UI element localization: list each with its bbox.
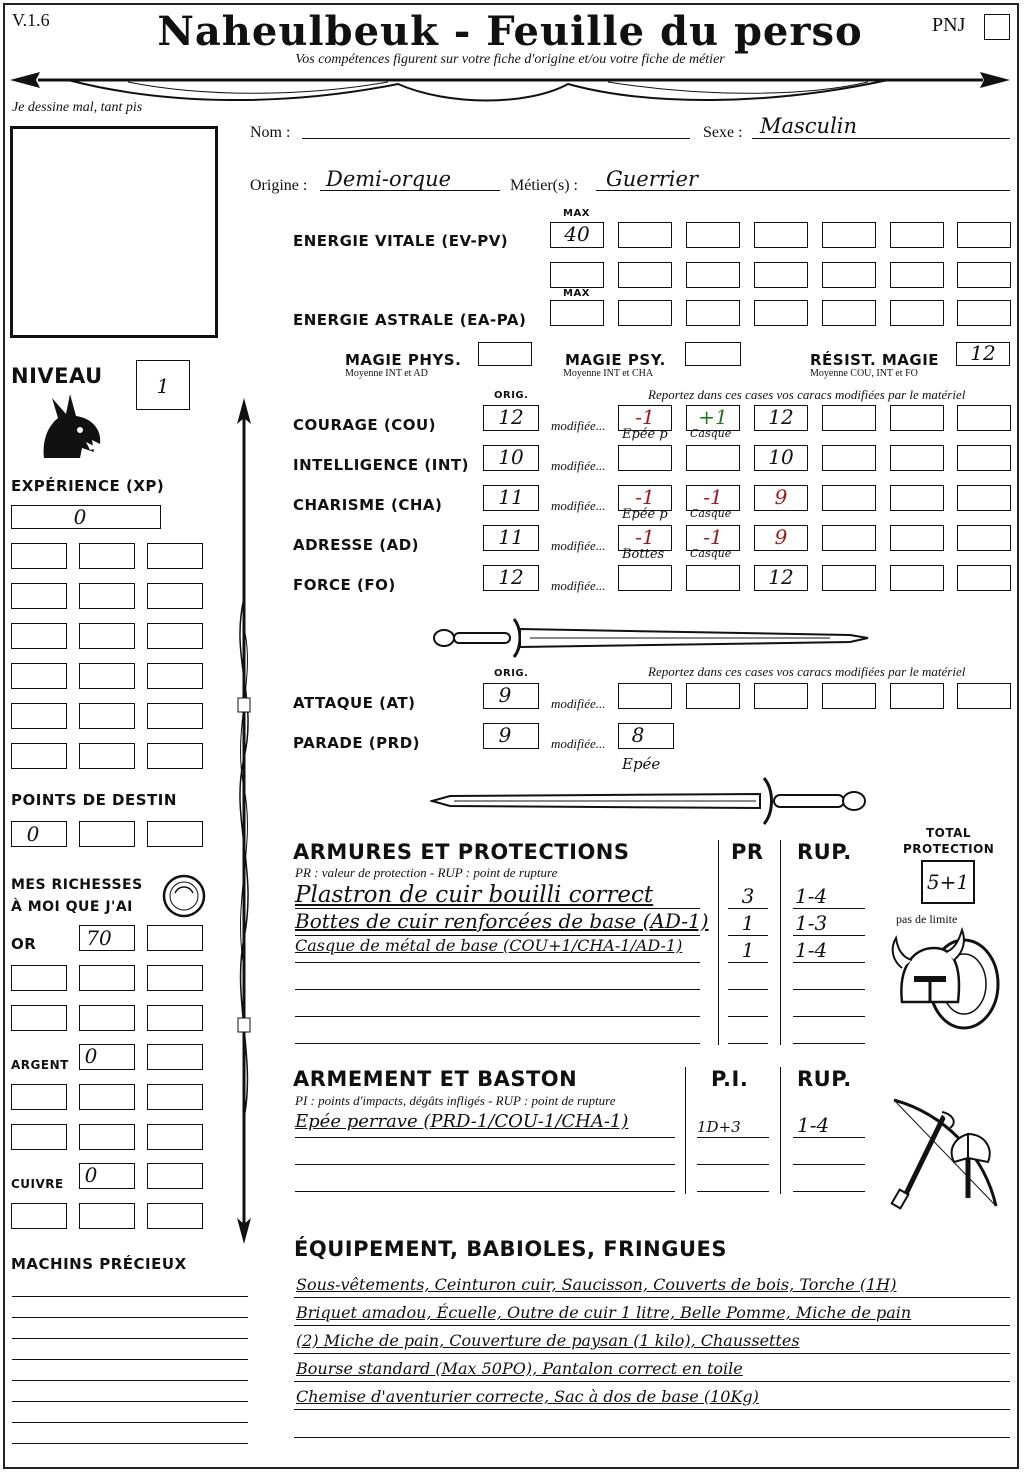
ev-box[interactable]: [754, 222, 808, 248]
argent-box[interactable]: [147, 1044, 203, 1070]
armure-rup-line[interactable]: [793, 1043, 865, 1044]
ea-max-label: MAX: [563, 288, 590, 299]
ev-box[interactable]: [822, 222, 876, 248]
carac-mod-value: +1: [698, 405, 728, 429]
ea-box[interactable]: [754, 300, 808, 326]
cuivre-label: CUIVRE: [11, 1177, 64, 1191]
magie-phys-label: MAGIE PHYS.: [345, 351, 462, 369]
niveau-label: NIVEAU: [11, 364, 103, 388]
coin-icon: [161, 873, 207, 919]
ea-box[interactable]: [618, 300, 672, 326]
carac-modif-label: modifiée...: [551, 458, 606, 473]
ea-box[interactable]: [686, 300, 740, 326]
armement-divider-1: [685, 1067, 686, 1194]
ev-box[interactable]: [957, 222, 1011, 248]
attaque-mod-box[interactable]: [618, 683, 672, 709]
carac-mod-box[interactable]: [618, 565, 672, 591]
xp-box[interactable]: [79, 623, 135, 649]
carac-label: INTELLIGENCE (INT): [293, 456, 469, 474]
machins-line[interactable]: [12, 1401, 248, 1402]
xp-box[interactable]: [79, 583, 135, 609]
carac-mod-box[interactable]: [957, 565, 1011, 591]
carac-mod-note: Epée p: [622, 427, 668, 442]
armure-pr-line[interactable]: [728, 1016, 768, 1017]
ev-box[interactable]: [890, 222, 944, 248]
parade-orig-value: 9: [498, 723, 512, 747]
resist-magie-value: 12: [970, 341, 996, 365]
carac-label: COURAGE (COU): [293, 416, 437, 434]
carac-modif-label: modifiée...: [551, 538, 606, 553]
total-protection-value: 5+1: [926, 870, 970, 894]
cuivre-value: 0: [84, 1163, 98, 1187]
parade-mod-value: 8: [631, 723, 645, 747]
origine-label: Origine :: [250, 177, 308, 194]
spear-icon: [226, 398, 262, 1244]
destin-value: 0: [26, 822, 40, 846]
equipement-item: Chemise d'aventurier correcte, Sac à dos de base (10Kg): [296, 1387, 759, 1406]
armure-pr: 3: [741, 884, 755, 908]
magie-psy-label: MAGIE PSY.: [565, 351, 666, 369]
sexe-field[interactable]: [752, 138, 1010, 139]
argent-value: 0: [84, 1044, 98, 1068]
xp-box[interactable]: [11, 663, 67, 689]
carac-mod-box[interactable]: [890, 445, 944, 471]
xp-box[interactable]: [79, 663, 135, 689]
carac-mod-value: 9: [774, 525, 788, 549]
ea-max-box[interactable]: [550, 300, 604, 326]
armement-divider-2: [780, 1067, 781, 1194]
armement-col-pi: P.I.: [711, 1067, 749, 1091]
arme-pi-line[interactable]: [697, 1164, 769, 1165]
origine-value: Demi-orque: [326, 167, 452, 191]
sexe-label: Sexe :: [703, 124, 743, 141]
xp-box[interactable]: [79, 543, 135, 569]
combat-report-note: Reportez dans ces cases vos caracs modifiées par le matériel: [648, 664, 966, 679]
carac-mod-box[interactable]: [822, 485, 876, 511]
page-title: Naheulbeuk - Feuille du perso: [157, 8, 863, 55]
carac-mod-value: -1: [635, 405, 655, 429]
xp-box[interactable]: [147, 663, 203, 689]
sword-2-icon: [430, 776, 872, 826]
carac-mod-value: 9: [774, 485, 788, 509]
carac-mod-value: -1: [703, 525, 723, 549]
ea-box[interactable]: [890, 300, 944, 326]
caracs-orig-label: ORIG.: [494, 390, 529, 401]
ev-box[interactable]: [618, 222, 672, 248]
cuivre-box[interactable]: [79, 1203, 135, 1229]
armure-line[interactable]: [295, 989, 700, 990]
spear-banner-icon: [8, 66, 1012, 112]
machins-line[interactable]: [12, 1338, 248, 1339]
attaque-modif-label: modifiée...: [551, 696, 606, 711]
metier-value: Guerrier: [606, 167, 698, 191]
magie-psy-box[interactable]: [685, 342, 741, 366]
ea-box[interactable]: [957, 300, 1011, 326]
xp-box[interactable]: [11, 623, 67, 649]
argent-box[interactable]: [147, 1084, 203, 1110]
helmet-shield-icon: [888, 926, 1004, 1036]
carac-mod-box[interactable]: [957, 485, 1011, 511]
weapons-icon: [884, 1094, 1004, 1214]
resist-magie-note: Moyenne COU, INT et FO: [810, 368, 918, 379]
equipement-line[interactable]: [294, 1437, 1010, 1438]
armures-divider-2: [780, 840, 781, 1045]
version-label: V.1.6: [12, 10, 50, 30]
carac-mod-box[interactable]: [890, 565, 944, 591]
ev-max-value: 40: [564, 222, 590, 246]
armement-note: PI : points d'impacts, dégâts infligés - RUP : point de rupture: [295, 1093, 616, 1108]
xp-box[interactable]: [11, 703, 67, 729]
attaque-mod-box[interactable]: [822, 683, 876, 709]
armure-rup-line[interactable]: [793, 962, 865, 963]
or-value: 70: [86, 926, 112, 950]
carac-mod-box[interactable]: [686, 565, 740, 591]
argent-box[interactable]: [11, 1084, 67, 1110]
ev-box[interactable]: [618, 262, 672, 288]
or-box[interactable]: [79, 1005, 135, 1031]
cuivre-box[interactable]: [147, 1163, 203, 1189]
attaque-mod-box[interactable]: [957, 683, 1011, 709]
armure-rup-line[interactable]: [793, 1016, 865, 1017]
portrait-caption: Je dessine mal, tant pis: [12, 100, 143, 115]
carac-mod-value: 10: [768, 445, 794, 469]
attaque-orig-value: 9: [498, 683, 512, 707]
ev-box[interactable]: [686, 262, 740, 288]
nom-label: Nom :: [250, 124, 291, 141]
cuivre-box[interactable]: [11, 1203, 67, 1229]
armure-rup: 1-4: [795, 938, 828, 962]
attaque-mod-box[interactable]: [686, 683, 740, 709]
carac-modif-label: modifiée...: [551, 498, 606, 513]
combat-orig-label: ORIG.: [494, 668, 529, 679]
carac-mod-box[interactable]: [822, 405, 876, 431]
carac-mod-value: -1: [635, 525, 655, 549]
carac-mod-note: Bottes: [622, 547, 665, 562]
carac-label: ADRESSE (AD): [293, 536, 420, 554]
total-protection-limit: pas de limite: [896, 912, 958, 926]
carac-mod-note: Casque: [690, 427, 732, 440]
xp-box[interactable]: [79, 743, 135, 769]
arme-line[interactable]: [295, 1164, 675, 1165]
machins-line[interactable]: [12, 1380, 248, 1381]
equipement-line[interactable]: [294, 1353, 1010, 1354]
ev-box[interactable]: [550, 262, 604, 288]
carac-mod-value: 12: [768, 565, 794, 589]
portrait-box[interactable]: [10, 126, 218, 338]
xp-box[interactable]: [79, 703, 135, 729]
equipement-line[interactable]: [294, 1297, 1010, 1298]
equipement-line[interactable]: [294, 1409, 1010, 1410]
carac-mod-box[interactable]: [686, 445, 740, 471]
equipement-item: (2) Miche de pain, Couverture de paysan (1 kilo), Chaussettes: [296, 1331, 800, 1350]
armure-pr: 1: [741, 911, 755, 935]
carac-label: CHARISME (CHA): [293, 496, 443, 514]
parade-label: PARADE (PRD): [293, 734, 421, 752]
sword-icon: [430, 615, 870, 661]
machins-line[interactable]: [12, 1443, 248, 1444]
or-label: OR: [11, 935, 37, 953]
arme-pi-line[interactable]: [697, 1191, 769, 1192]
armure-line[interactable]: [295, 962, 700, 963]
armement-col-rup: RUP.: [797, 1067, 852, 1091]
xp-box[interactable]: [11, 583, 67, 609]
ev-box[interactable]: [686, 222, 740, 248]
arme-name: Epée perrave (PRD-1/COU-1/CHA-1): [295, 1111, 629, 1132]
carac-label: FORCE (FO): [293, 576, 396, 594]
armure-pr-line[interactable]: [728, 989, 768, 990]
argent-label: ARGENT: [11, 1058, 69, 1072]
magie-phys-box[interactable]: [478, 342, 532, 366]
pnj-checkbox[interactable]: [984, 14, 1010, 40]
argent-box[interactable]: [11, 1124, 67, 1150]
carac-mod-box[interactable]: [957, 525, 1011, 551]
armure-name: Casque de métal de base (COU+1/CHA-1/AD-1): [295, 936, 683, 955]
armures-col-pr: PR: [731, 840, 764, 864]
armement-title: ARMEMENT ET BASTON: [293, 1067, 578, 1091]
total-protection-label-2: PROTECTION: [903, 842, 995, 856]
or-box[interactable]: [11, 1005, 67, 1031]
page-subtitle: Vos compétences figurent sur votre fiche d'origine et/ou votre fiche de métier: [295, 52, 725, 67]
carac-modif-label: modifiée...: [551, 418, 606, 433]
carac-mod-box[interactable]: [822, 525, 876, 551]
armure-name: Bottes de cuir renforcées de base (AD-1): [295, 909, 709, 933]
argent-box[interactable]: [79, 1084, 135, 1110]
ea-label: ENERGIE ASTRALE (EA-PA): [293, 311, 527, 329]
armure-rup: 1-3: [795, 911, 828, 935]
ev-box[interactable]: [822, 262, 876, 288]
ev-box[interactable]: [890, 262, 944, 288]
armures-divider-1: [718, 840, 719, 1045]
carac-mod-box[interactable]: [957, 405, 1011, 431]
armure-rup-line[interactable]: [793, 908, 865, 909]
or-box[interactable]: [147, 1005, 203, 1031]
machins-line[interactable]: [12, 1317, 248, 1318]
ev-max-label: MAX: [563, 208, 590, 219]
carac-mod-value: -1: [635, 485, 655, 509]
xp-box[interactable]: [147, 703, 203, 729]
ev-box[interactable]: [754, 262, 808, 288]
armure-pr-line[interactable]: [728, 962, 768, 963]
carac-mod-note: Epée p: [622, 507, 668, 522]
nom-field[interactable]: [302, 138, 690, 139]
carac-mod-box[interactable]: [822, 565, 876, 591]
xp-box[interactable]: [147, 623, 203, 649]
carac-orig-value: 11: [498, 485, 524, 509]
xp-box[interactable]: [147, 743, 203, 769]
armure-rup-line[interactable]: [793, 989, 865, 990]
attaque-label: ATTAQUE (AT): [293, 694, 416, 712]
xp-label: EXPÉRIENCE (XP): [11, 477, 165, 495]
carac-orig-value: 12: [498, 565, 524, 589]
carac-mod-value: -1: [703, 485, 723, 509]
destin-box-2[interactable]: [79, 821, 135, 847]
or-box[interactable]: [11, 965, 67, 991]
machins-label: MACHINS PRÉCIEUX: [11, 1255, 187, 1273]
parade-modif-label: modifiée...: [551, 736, 606, 751]
machins-line[interactable]: [12, 1359, 248, 1360]
arme-rup-line[interactable]: [793, 1191, 865, 1192]
ev-label: ENERGIE VITALE (EV-PV): [293, 232, 509, 250]
arme-line[interactable]: [295, 1191, 675, 1192]
equipement-line[interactable]: [294, 1381, 1010, 1382]
magie-phys-note: Moyenne INT et AD: [345, 368, 428, 379]
armure-line[interactable]: [295, 1016, 700, 1017]
argent-box[interactable]: [79, 1124, 135, 1150]
equipement-line[interactable]: [294, 1325, 1010, 1326]
armure-pr-line[interactable]: [728, 935, 768, 936]
argent-box[interactable]: [147, 1124, 203, 1150]
xp-box[interactable]: [11, 543, 67, 569]
equipement-item: Bourse standard (Max 50PO), Pantalon correct en toile: [296, 1359, 743, 1378]
dragon-icon: [36, 392, 106, 464]
ea-box[interactable]: [822, 300, 876, 326]
xp-box[interactable]: [147, 543, 203, 569]
attaque-mod-box[interactable]: [890, 683, 944, 709]
destin-label: POINTS DE DESTIN: [11, 791, 177, 809]
caracs-report-note: Reportez dans ces cases vos caracs modifiées par le matériel: [648, 387, 966, 402]
carac-orig-value: 11: [498, 525, 524, 549]
metier-label: Métier(s) :: [510, 177, 578, 194]
or-box[interactable]: [147, 965, 203, 991]
total-protection-label-1: TOTAL: [926, 826, 972, 840]
carac-mod-value: 12: [768, 405, 794, 429]
arme-pi: 1D+3: [697, 1118, 741, 1136]
carac-mod-box[interactable]: [822, 445, 876, 471]
or-box[interactable]: [147, 925, 203, 951]
machins-line[interactable]: [12, 1422, 248, 1423]
carac-mod-note: Casque: [690, 507, 732, 520]
armure-name: Plastron de cuir bouilli correct: [295, 882, 654, 908]
richesses-label-2: À MOI QUE J'AI: [11, 899, 133, 915]
armures-col-rup: RUP.: [797, 840, 852, 864]
carac-orig-value: 10: [498, 445, 524, 469]
equipement-title: ÉQUIPEMENT, BABIOLES, FRINGUES: [294, 1237, 727, 1261]
arme-rup: 1-4: [797, 1113, 830, 1137]
carac-mod-box[interactable]: [618, 445, 672, 471]
niveau-value: 1: [156, 374, 170, 398]
armures-title: ARMURES ET PROTECTIONS: [293, 840, 630, 864]
xp-value: 0: [73, 505, 87, 529]
armure-rup-line[interactable]: [793, 935, 865, 936]
armure-rup: 1-4: [795, 884, 828, 908]
attaque-mod-box[interactable]: [754, 683, 808, 709]
xp-box[interactable]: [147, 583, 203, 609]
armures-note: PR : valeur de protection - RUP : point de rupture: [295, 865, 558, 880]
armure-line[interactable]: [295, 1043, 700, 1044]
armure-pr: 1: [741, 938, 755, 962]
richesses-label-1: MES RICHESSES: [11, 877, 143, 893]
xp-box[interactable]: [11, 743, 67, 769]
sexe-value: Masculin: [760, 114, 858, 138]
arme-rup-line[interactable]: [793, 1137, 865, 1138]
resist-magie-label: RÉSIST. MAGIE: [810, 351, 940, 369]
equipement-item: Sous-vêtements, Ceinturon cuir, Saucisson, Couverts de bois, Torche (1H): [296, 1275, 897, 1294]
arme-line[interactable]: [295, 1137, 675, 1138]
cuivre-box[interactable]: [147, 1203, 203, 1229]
carac-mod-box[interactable]: [890, 485, 944, 511]
pnj-label: PNJ: [932, 14, 966, 36]
armure-pr-line[interactable]: [728, 908, 768, 909]
armure-pr-line[interactable]: [728, 1043, 768, 1044]
ev-box[interactable]: [957, 262, 1011, 288]
parade-mod-note: Epée: [622, 755, 661, 773]
carac-mod-box[interactable]: [890, 525, 944, 551]
carac-orig-value: 12: [498, 405, 524, 429]
magie-psy-note: Moyenne INT et CHA: [563, 368, 654, 379]
equipement-item: Briquet amadou, Écuelle, Outre de cuir 1 litre, Belle Pomme, Miche de pain: [296, 1303, 912, 1322]
arme-rup-line[interactable]: [793, 1164, 865, 1165]
carac-mod-box[interactable]: [890, 405, 944, 431]
destin-box-3[interactable]: [147, 821, 203, 847]
carac-modif-label: modifiée...: [551, 578, 606, 593]
machins-line[interactable]: [12, 1296, 248, 1297]
carac-mod-box[interactable]: [957, 445, 1011, 471]
carac-mod-note: Casque: [690, 547, 732, 560]
or-box[interactable]: [79, 965, 135, 991]
